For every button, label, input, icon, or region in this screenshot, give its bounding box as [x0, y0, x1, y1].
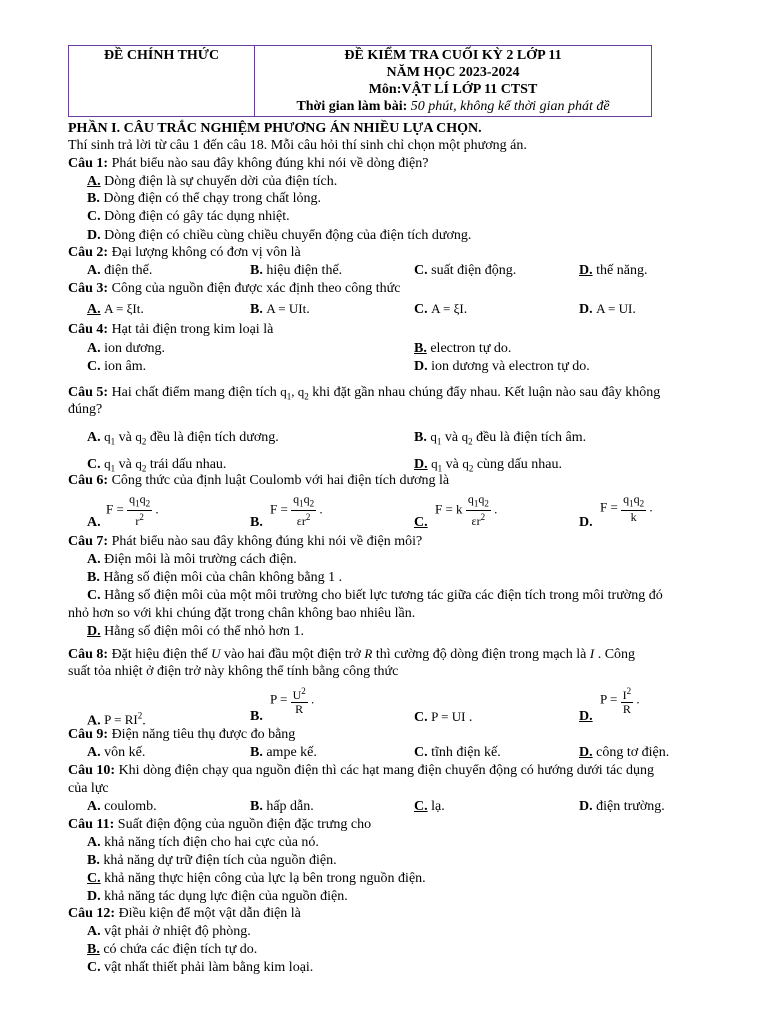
q10-option-b[interactable]: B. hấp dẫn.	[250, 799, 314, 814]
exam-title-block	[255, 46, 651, 116]
question-7: Câu 7: Phát biểu nào sau đây không đúng khi nói về điện môi?	[68, 534, 423, 549]
question-10: Câu 10: Khi dòng điện chạy qua nguồn điện thì các hạt mang điện chuyển động có hướng dưới tác dụng	[68, 763, 654, 778]
q1-option-b[interactable]: B. Dòng điện có thể chạy trong chất lỏng.	[87, 191, 322, 206]
exam-header	[68, 45, 652, 117]
q7-option-b[interactable]: B. Hằng số điện môi của chân không bằng 1 .	[87, 570, 343, 585]
q9-option-a[interactable]: A. vôn kế.	[87, 745, 146, 760]
q6-option-c-formula: F = k $\frac{q_1q_2}{\varepsilon r^2}$ .	[435, 492, 498, 529]
q8-option-a[interactable]: A. $P = RI^2$.	[87, 711, 146, 729]
q2-option-c[interactable]: C. suất điện động.	[414, 263, 517, 278]
q2-option-a[interactable]: A. điện thế.	[87, 263, 153, 278]
question-5-cont: đúng?	[68, 402, 103, 417]
q9-option-b[interactable]: B. ampe kế.	[250, 745, 317, 760]
q10-option-c[interactable]: C. lạ.	[414, 799, 445, 814]
question-6: Câu 6: Công thức của định luật Coulomb với hai điện tích dương là	[68, 473, 450, 488]
q11-option-c[interactable]: C. khả năng thực hiện công của lực lạ bên trong nguồn điện.	[87, 871, 426, 886]
q6-option-d-letter[interactable]: D.	[579, 515, 593, 530]
q9-option-c[interactable]: C. tĩnh điện kế.	[414, 745, 501, 760]
q3-option-b[interactable]: B. A = UIt.	[250, 301, 310, 317]
q8-option-c[interactable]: C. P = UI .	[414, 709, 473, 725]
q4-option-a[interactable]: A. ion dương.	[87, 341, 166, 356]
question-4: Câu 4: Hạt tải điện trong kim loại là	[68, 322, 274, 337]
exam-title: ĐỀ KIỂM TRA CUỐI KỲ 2 LỚP 11	[344, 48, 562, 63]
q10-option-a[interactable]: A. coulomb.	[87, 799, 157, 814]
q11-option-a[interactable]: A. khả năng tích điện cho hai cực của nó.	[87, 835, 319, 850]
q4-option-c[interactable]: C. ion âm.	[87, 359, 147, 374]
question-9: Câu 9: Điện năng tiêu thụ được đo bằng	[68, 727, 296, 742]
q5-option-d[interactable]: D. $q_1$ và $q_2$ cùng dấu nhau.	[414, 456, 562, 474]
q6-option-b-letter[interactable]: B.	[250, 515, 263, 530]
part1-title: PHẦN I. CÂU TRẮC NGHIỆM PHƯƠNG ÁN NHIỀU LỰA CHỌN.	[68, 121, 482, 136]
q3-option-c[interactable]: C. A = ξI.	[414, 301, 468, 317]
q2-option-d[interactable]: D. thế năng.	[579, 263, 648, 278]
question-3: Câu 3: Công của nguồn điện được xác định theo công thức	[68, 281, 401, 296]
q5-option-a[interactable]: A. $q_1$ và $q_2$ đều là điện tích dương.	[87, 429, 279, 447]
q12-option-b[interactable]: B. có chứa các điện tích tự do.	[87, 942, 258, 957]
q1-option-c[interactable]: C. Dòng điện có gây tác dụng nhiệt.	[87, 209, 290, 224]
q12-option-c[interactable]: C. vật nhất thiết phải làm bằng kim loại.	[87, 960, 314, 975]
time-line: Thời gian làm bài: 50 phút, không kể thời gian phát đề	[296, 99, 610, 114]
q2-option-b[interactable]: B. hiệu điện thế.	[250, 263, 343, 278]
q7-option-c[interactable]: C. Hằng số điện môi của một môi trường cho biết lực tương tác giữa các điện tích trong môi trường đó	[87, 588, 663, 603]
q11-option-d[interactable]: D. khả năng tác dụng lực điện của nguồn điện.	[87, 889, 348, 904]
official-label: ĐỀ CHÍNH THỨC	[69, 46, 255, 116]
question-1: Câu 1: Phát biểu nào sau đây không đúng khi nói về dòng điện?	[68, 156, 429, 171]
question-2: Câu 2: Đại lượng không có đơn vị vôn là	[68, 245, 301, 260]
q3-option-a[interactable]: A. A = ξIt.	[87, 301, 144, 317]
q1-option-d[interactable]: D. Dòng điện có chiều cùng chiều chuyển động của điện tích dương.	[87, 228, 472, 243]
subject: Môn:VẬT LÍ LỚP 11 CTST	[368, 82, 538, 97]
question-10-cont: của lực	[68, 781, 109, 796]
q4-option-b[interactable]: B. electron tự do.	[414, 341, 512, 356]
q10-option-d[interactable]: D. điện trường.	[579, 799, 665, 814]
q6-option-b-formula: F = $\frac{q_1q_2}{\varepsilon r^2}$ .	[270, 492, 323, 529]
q8-option-b-formula: P = $\frac{U^2}{R}$ .	[270, 686, 315, 716]
question-11: Câu 11: Suất điện động của nguồn điện đặc trưng cho	[68, 817, 372, 832]
q6-option-a-letter[interactable]: A.	[87, 515, 101, 530]
q12-option-a[interactable]: A. vật phải ở nhiệt độ phòng.	[87, 924, 251, 939]
q8-option-d-formula: P = $\frac{I^2}{R}$ .	[600, 686, 640, 716]
q1-option-a[interactable]: A. Dòng điện là sự chuyển dời của điện tích.	[87, 174, 338, 189]
q6-option-c-letter[interactable]: C.	[414, 515, 428, 530]
q7-option-c-cont: nhỏ hơn so với khi chúng đặt trong chân không bao nhiêu lần.	[68, 606, 416, 621]
q3-option-d[interactable]: D. A = UI.	[579, 301, 636, 317]
question-8-cont: suất tỏa nhiệt ở điện trở này không thể tính bằng công thức	[68, 664, 399, 679]
q7-option-a[interactable]: A. Điện môi là môi trường cách điện.	[87, 552, 297, 567]
q6-option-a-formula: F = $\frac{q_1q_2}{r^2}$ .	[106, 492, 159, 529]
part1-instruction: Thí sinh trả lời từ câu 1 đến câu 18. Mỗi câu hỏi thí sinh chỉ chọn một phương án.	[68, 138, 527, 153]
q4-option-d[interactable]: D. ion dương và electron tự do.	[414, 359, 590, 374]
question-8: Câu 8: Đặt hiệu điện thế U vào hai đầu một điện trở R thì cường độ dòng điện trong mạch là I . Công	[68, 646, 636, 662]
school-year: NĂM HỌC 2023-2024	[386, 65, 520, 80]
q8-option-b-letter[interactable]: B.	[250, 709, 263, 724]
question-12: Câu 12: Điều kiện để một vật dẫn điện là	[68, 906, 301, 921]
q5-option-b[interactable]: B. $q_1$ và $q_2$ đều là điện tích âm.	[414, 429, 587, 447]
q5-option-c[interactable]: C. $q_1$ và $q_2$ trái dấu nhau.	[87, 456, 227, 474]
question-5: Câu 5: Hai chất điểm mang điện tích $q_1$, $q_2$ khi đặt gần nhau chúng đẩy nhau. Kết luận nào sau đây không	[68, 384, 661, 402]
q9-option-d[interactable]: D. công tơ điện.	[579, 745, 670, 760]
q8-option-d-letter[interactable]: D.	[579, 709, 593, 724]
q6-option-d-formula: F = $\frac{q_1q_2}{k}$ .	[600, 492, 653, 525]
q11-option-b[interactable]: B. khả năng dự trữ điện tích của nguồn điện.	[87, 853, 337, 868]
q7-option-d[interactable]: D. Hằng số điện môi có thể nhỏ hơn 1.	[87, 624, 305, 639]
